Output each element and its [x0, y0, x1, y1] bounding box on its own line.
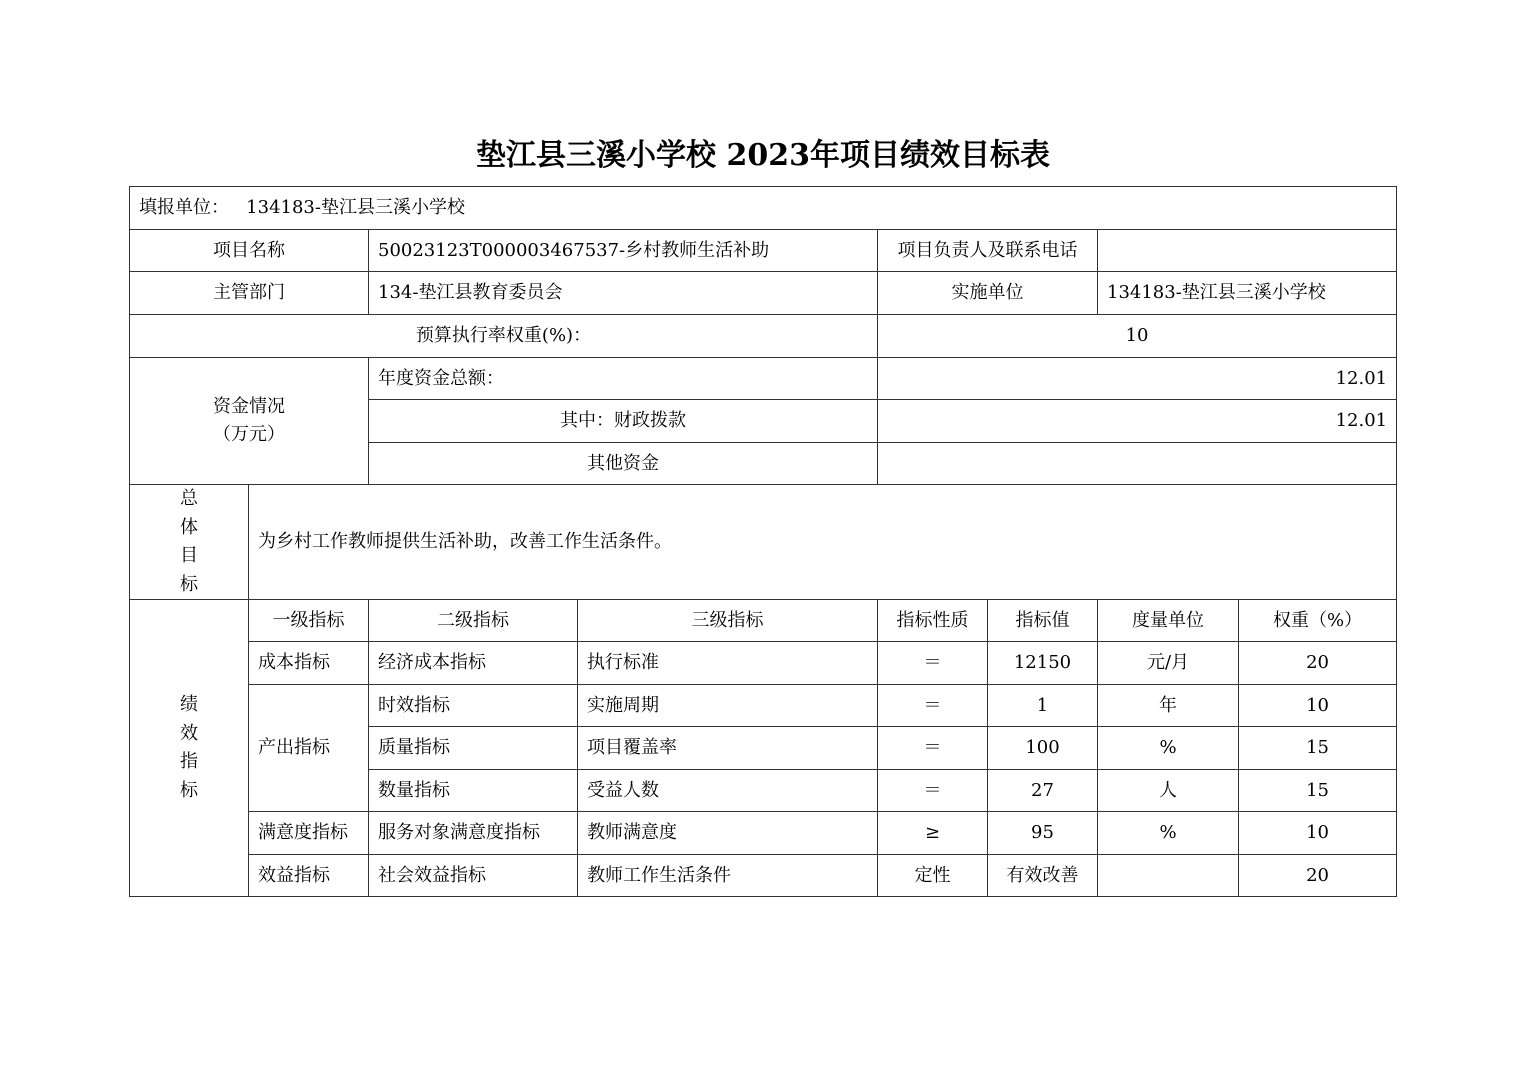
- project-name-label: 项目名称: [130, 230, 369, 272]
- level1-cost: 成本指标: [249, 642, 369, 685]
- level3-cell: 项目覆盖率: [578, 727, 878, 770]
- nature-cell: ＝: [878, 685, 988, 727]
- dept-value: 134-垫江县教育委员会: [369, 272, 878, 315]
- funds-label-line1: 资金情况: [213, 396, 285, 417]
- header-nature: 指标性质: [878, 600, 988, 642]
- annual-funds-value: 12.01: [878, 358, 1397, 400]
- weight-cell: 20: [1239, 855, 1397, 897]
- budget-weight-label: 预算执行率权重(%)：: [130, 315, 878, 358]
- nature-cell: ＝: [878, 727, 988, 770]
- header-value: 指标值: [988, 600, 1098, 642]
- level3-cell: 教师工作生活条件: [578, 855, 878, 897]
- level2-cell: 时效指标: [369, 685, 578, 727]
- value-cell: 有效改善: [988, 855, 1098, 897]
- nature-cell: ＝: [878, 770, 988, 812]
- filler-value: 134183-垫江县三溪小学校: [246, 197, 465, 218]
- level3-cell: 执行标准: [578, 642, 878, 685]
- header-unit: 度量单位: [1098, 600, 1239, 642]
- level2-cell: 数量指标: [369, 770, 578, 812]
- nature-cell: ＝: [878, 642, 988, 685]
- fiscal-funds-value: 12.01: [878, 400, 1397, 443]
- filler-label: 填报单位：: [139, 197, 229, 218]
- project-manager-label: 项目负责人及联系电话: [878, 230, 1098, 272]
- page-title: 垫江县三溪小学校 2023年项目绩效目标表: [476, 138, 1050, 173]
- unit-cell: 元/月: [1098, 642, 1239, 685]
- project-name-value: 50023123T000003467537-乡村教师生活补助: [369, 230, 878, 272]
- unit-cell: 年: [1098, 685, 1239, 727]
- header-level3: 三级指标: [578, 600, 878, 642]
- fiscal-funds-label: 其中：财政拨款: [369, 400, 878, 443]
- other-funds-value: [878, 443, 1397, 485]
- dept-label: 主管部门: [130, 272, 369, 315]
- table-row: [130, 812, 1397, 855]
- level1-satisfaction: 满意度指标: [249, 812, 369, 855]
- funds-label-line2: （万元）: [213, 424, 285, 445]
- nature-cell: 定性: [878, 855, 988, 897]
- project-manager-value: [1098, 230, 1397, 272]
- impl-unit-label: 实施单位: [878, 272, 1098, 315]
- level2-cell: 社会效益指标: [369, 855, 578, 897]
- table-row: [130, 642, 1397, 685]
- performance-target-table: [129, 186, 1397, 897]
- weight-cell: 15: [1239, 727, 1397, 770]
- weight-cell: 10: [1239, 685, 1397, 727]
- weight-cell: 10: [1239, 812, 1397, 855]
- overall-goal-text: 为乡村工作教师提供生活补助，改善工作生活条件。: [249, 485, 1397, 600]
- unit-cell: %: [1098, 812, 1239, 855]
- other-funds-label: 其他资金: [369, 443, 878, 485]
- filler-row: [130, 187, 1397, 230]
- overall-goal-label: 总 体 目 标: [130, 485, 249, 600]
- level3-cell: 教师满意度: [578, 812, 878, 855]
- level3-cell: 受益人数: [578, 770, 878, 812]
- table-row: [130, 855, 1397, 897]
- level1-output: 产出指标: [249, 685, 369, 812]
- weight-cell: 20: [1239, 642, 1397, 685]
- value-cell: 95: [988, 812, 1098, 855]
- unit-cell: 人: [1098, 770, 1239, 812]
- funds-label: [130, 358, 369, 485]
- level2-cell: 服务对象满意度指标: [369, 812, 578, 855]
- annual-funds-label: 年度资金总额：: [369, 358, 878, 400]
- budget-weight-value: 10: [878, 315, 1397, 358]
- performance-indicator-label: 绩 效 指 标: [130, 600, 249, 897]
- header-weight: 权重（%）: [1239, 600, 1397, 642]
- value-cell: 27: [988, 770, 1098, 812]
- level3-cell: 实施周期: [578, 685, 878, 727]
- level2-cell: 经济成本指标: [369, 642, 578, 685]
- impl-unit-value: 134183-垫江县三溪小学校: [1098, 272, 1397, 315]
- value-cell: 12150: [988, 642, 1098, 685]
- header-level2: 二级指标: [369, 600, 578, 642]
- unit-cell: %: [1098, 727, 1239, 770]
- unit-cell: [1098, 855, 1239, 897]
- level2-cell: 质量指标: [369, 727, 578, 770]
- table-row: [130, 685, 1397, 727]
- header-level1: 一级指标: [249, 600, 369, 642]
- value-cell: 1: [988, 685, 1098, 727]
- nature-cell: ≥: [878, 812, 988, 855]
- level1-benefit: 效益指标: [249, 855, 369, 897]
- weight-cell: 15: [1239, 770, 1397, 812]
- value-cell: 100: [988, 727, 1098, 770]
